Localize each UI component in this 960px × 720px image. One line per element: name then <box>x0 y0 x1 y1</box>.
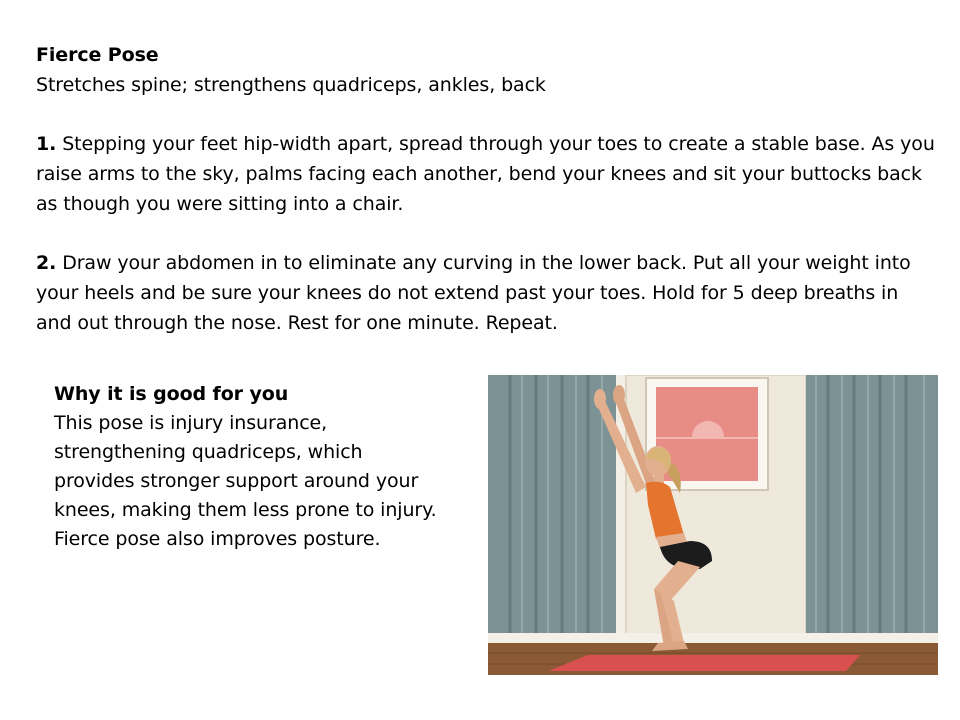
main-text-block <box>36 40 936 338</box>
step-1-text: Stepping your feet hip-width apart, spread through your toes to create a stable base. As you raise arms to the sky, palms facing each another, bend your knees and sit your buttocks back as though you were sitting into a chair. <box>36 133 935 215</box>
spacer <box>36 100 936 129</box>
spacer <box>36 219 936 248</box>
pose-photo-illustration <box>488 375 938 675</box>
why-line: Fierce pose also improves posture. <box>54 528 381 550</box>
why-line: provides stronger support around your <box>54 470 419 492</box>
left-hand <box>594 389 606 409</box>
why-line: strengthening quadriceps, which <box>54 441 363 463</box>
why-line: This pose is injury insurance, <box>54 412 328 434</box>
pose-title: Fierce Pose <box>36 44 159 66</box>
step-2-text: Draw your abdomen in to eliminate any curving in the lower back. Put all your weight into your heels and be sure your knees do not extend past your toes. Hold for 5 deep breaths in and out through the nose. Rest for one minute. Repeat. <box>36 252 911 334</box>
left-curtain <box>488 375 616 643</box>
why-section <box>54 380 474 554</box>
step-2-number: 2. <box>36 252 57 274</box>
pose-photo <box>488 375 938 675</box>
step-1 <box>36 129 936 219</box>
pose-subtitle: Stretches spine; strengthens quadriceps, ankles, back <box>36 74 546 96</box>
right-curtain <box>806 375 938 643</box>
right-hand <box>613 385 625 405</box>
baseboard <box>488 633 938 643</box>
step-1-number: 1. <box>36 133 57 155</box>
yoga-mat <box>548 655 860 671</box>
why-line: knees, making them less prone to injury. <box>54 499 437 521</box>
painting-horizon <box>656 437 758 439</box>
why-heading: Why it is good for you <box>54 383 289 405</box>
step-2 <box>36 248 936 338</box>
